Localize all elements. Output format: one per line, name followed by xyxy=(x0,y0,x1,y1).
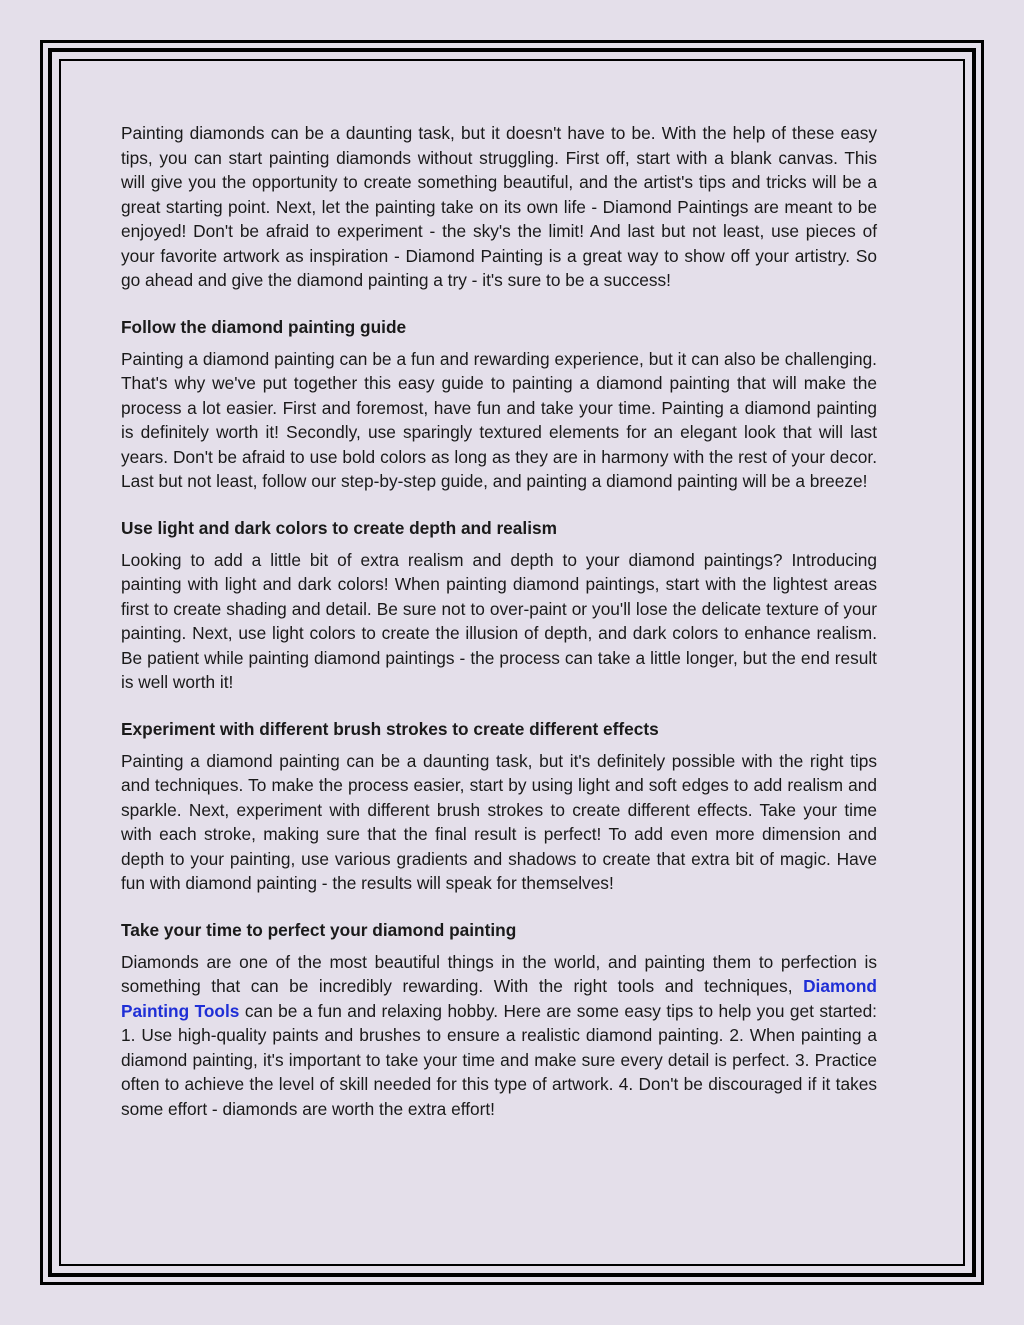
document-body xyxy=(121,121,877,1121)
section-take-your-time xyxy=(121,918,877,1122)
section-paragraph: Painting a diamond painting can be a fun and rewarding experience, but it can also be challenging. That's why we've put together this easy guide to painting a diamond painting that will make the process a lot easier. First and foremost, have fun and take your time. Painting a diamond painting is definitely worth it! Secondly, use sparingly textured elements for an elegant look that will last years. Don't be afraid to use bold colors as long as they are in harmony with the rest of your decor. Last but not least, follow our step-by-step guide, and painting a diamond painting will be a breeze! xyxy=(121,348,877,491)
section-brush-strokes xyxy=(121,717,877,896)
intro-paragraph: Painting diamonds can be a daunting task, but it doesn't have to be. With the help of these easy tips, you can start painting diamonds without struggling. First off, start with a blank canvas. This will give you the opportunity to create something beautiful, and the artist's tips and tricks will be a great starting point. Next, let the painting take on its own life - Diamond Paintings are meant to be enjoyed! Don't be afraid to experiment - the sky's the limit! And last but not least, use pieces of your favorite artwork as inspiration - Diamond Painting is a great way to show off your artistry. So go ahead and give the diamond painting a try - it's sure to be a success! xyxy=(121,123,877,290)
section-paragraph-with-link xyxy=(121,950,877,1122)
section-follow-guide xyxy=(121,315,877,494)
section-light-dark-colors xyxy=(121,516,877,695)
paragraph-text-after-link: can be a fun and relaxing hobby. Here are some easy tips to help you get started: 1. Use high-quality paints and brushes to ensure a realistic diamond painting. 2. When painting a diamond painting, it's important to take your time and make sure every detail is perfect. 3. Practice often to achieve the level of skill needed for this type of artwork. 4. Don't be discouraged if it takes some effort - diamonds are worth the extra effort! xyxy=(121,1000,877,1119)
section-heading: Experiment with different brush strokes to create different effects xyxy=(121,718,659,739)
section-paragraph: Looking to add a little bit of extra realism and depth to your diamond paintings? Introducing painting with light and dark colors! When painting diamond paintings, start with the lightest areas first to create shading and detail. Be sure not to over-paint or you'll lose the delicate texture of your painting. Next, use light colors to create the illusion of depth, and dark colors to enhance realism. Be patient while painting diamond paintings - the process can take a little longer, but the end result is well worth it! xyxy=(121,549,877,692)
section-paragraph: Painting a diamond painting can be a daunting task, but it's definitely possible with the right tips and techniques. To make the process easier, start by using light and soft edges to add realism and sparkle. Next, experiment with different brush strokes to create different effects. Take your time with each stroke, making sure that the final result is perfect! To add even more dimension and depth to your painting, use various gradients and shadows to create that extra bit of magic. Have fun with diamond painting - the results will speak for themselves! xyxy=(121,750,877,893)
section-heading: Follow the diamond painting guide xyxy=(121,316,407,337)
paragraph-text-before-link: Diamonds are one of the most beautiful things in the world, and painting them to perfection is something that can be incredibly rewarding. With the right tools and techniques, xyxy=(121,951,877,996)
diamond-painting-tools-link[interactable]: Diamond Painting Tools xyxy=(121,976,877,1021)
section-heading: Use light and dark colors to create depth and realism xyxy=(121,517,557,538)
section-heading: Take your time to perfect your diamond painting xyxy=(121,919,517,940)
